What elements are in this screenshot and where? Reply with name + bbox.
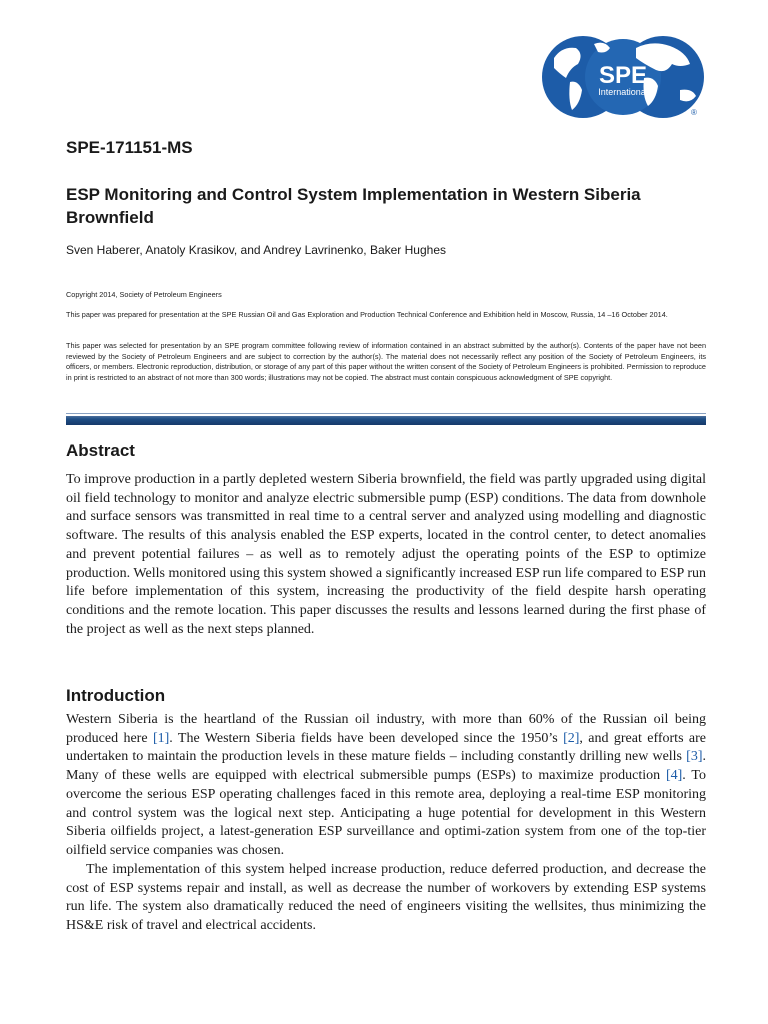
- intro-text-segment: . Many of these wells are equipped with electrical submersible pumps (ESPs) to maximize production: [66, 749, 706, 784]
- divider-line: [66, 413, 706, 414]
- paper-title: ESP Monitoring and Control System Implementation in Western Siberia Brownfield: [66, 185, 641, 227]
- reference-link-2[interactable]: [2]: [563, 730, 580, 746]
- logo-subtitle-text: International: [598, 87, 648, 97]
- paper-id: SPE-171151-MS: [66, 138, 193, 157]
- presentation-note: This paper was prepared for presentation at the SPE Russian Oil and Gas Exploration and Production Technical Conference and Exhibition held in Moscow, Russia, 14 –16 October 2014.: [66, 310, 668, 319]
- authors: Sven Haberer, Anatoly Krasikov, and Andrey Lavrinenko, Baker Hughes: [66, 243, 446, 257]
- intro-text-segment: . To overcome the serious ESP operating challenges faced in this remote area, deploying a real-time ESP monitoring and control system was the logical next step. Anticipating a huge potential for development in this Western Siberia oilfields project, a latest-generation ESP surveillance and optimi-zation system from one of the top-tier oilfield service companies was chosen.: [66, 768, 706, 858]
- header-divider-bar: [66, 416, 706, 425]
- introduction-heading: Introduction: [66, 686, 166, 705]
- abstract-text: To improve production in a partly depleted western Siberia brownfield, the field was partly upgraded using digital oil field technology to monitor and analyze electric submersible pump (ESP) conditions. The data from downhole and surface sensors was transmitted in real time to a central server and analyzed using modelling and diagnostic software. The results of this analysis enabled the ESP experts, located in the control center, to detect anomalies and prevent potential failures – as well as to remotely adjust the operating points of the ESP to optimize production. Wells monitored using this system showed a significantly increased ESP run life compared to ESP run life before implementation of this system, increasing the productivity of the field despite harsh operating conditions and the remote location. This paper discusses the results and lessons learned during the first phase of the project as well as the next steps planned.: [66, 472, 706, 637]
- copyright-notice: Copyright 2014, Society of Petroleum Engineers: [66, 290, 222, 299]
- introduction-paragraph-1: [66, 711, 706, 861]
- abstract-heading: Abstract: [66, 441, 135, 460]
- reference-link-4[interactable]: [4]: [665, 768, 683, 784]
- intro-text-segment: Western Siberia is the heartland of the Russian oil industry, with more than 60% of the Russian oil being produced here: [66, 712, 706, 746]
- logo-org-text: SPE: [598, 62, 648, 89]
- introduction-paragraph-2: The implementation of this system helped increase production, reduce deferred production, and decrease the cost of ESP systems repair and install, as well as decrease the number of workovers by extending ESP systems run life. The system also dramatically reduced the need of engineers visiting the wellsites, thus minimizing the HS&E risk of travel and electrical accidents.: [66, 862, 706, 934]
- selection-note: This paper was selected for presentation by an SPE program committee following review of information contained in an abstract submitted by the author(s). Contents of the paper have not been reviewed by the Society of Petroleum Engineers and are subject to correction by the author(s). The material does not necessarily reflect any position of the Society of Petroleum Engineers, its officers, or members. Electronic reproduction, distribution, or storage of any part of this paper without the written consent of the Society of Petroleum Engineers is prohibited. Permission to reproduce in print is restricted to an abstract of not more than 300 words; illustrations may not be copied. The abstract must contain conspicuous acknowledgment of SPE copyright.: [66, 341, 706, 382]
- spe-logo: [540, 34, 706, 120]
- reference-link-1[interactable]: [1]: [152, 730, 170, 746]
- reference-link-3[interactable]: [3]: [686, 749, 703, 765]
- intro-text-segment: . The Western Siberia fields have been developed since the 1950’s: [169, 730, 564, 746]
- registered-mark: ®: [691, 108, 697, 117]
- intro-text-segment: , and great efforts are undertaken to maintain the production levels in these mature fields – including constantly drilling new wells: [66, 730, 706, 765]
